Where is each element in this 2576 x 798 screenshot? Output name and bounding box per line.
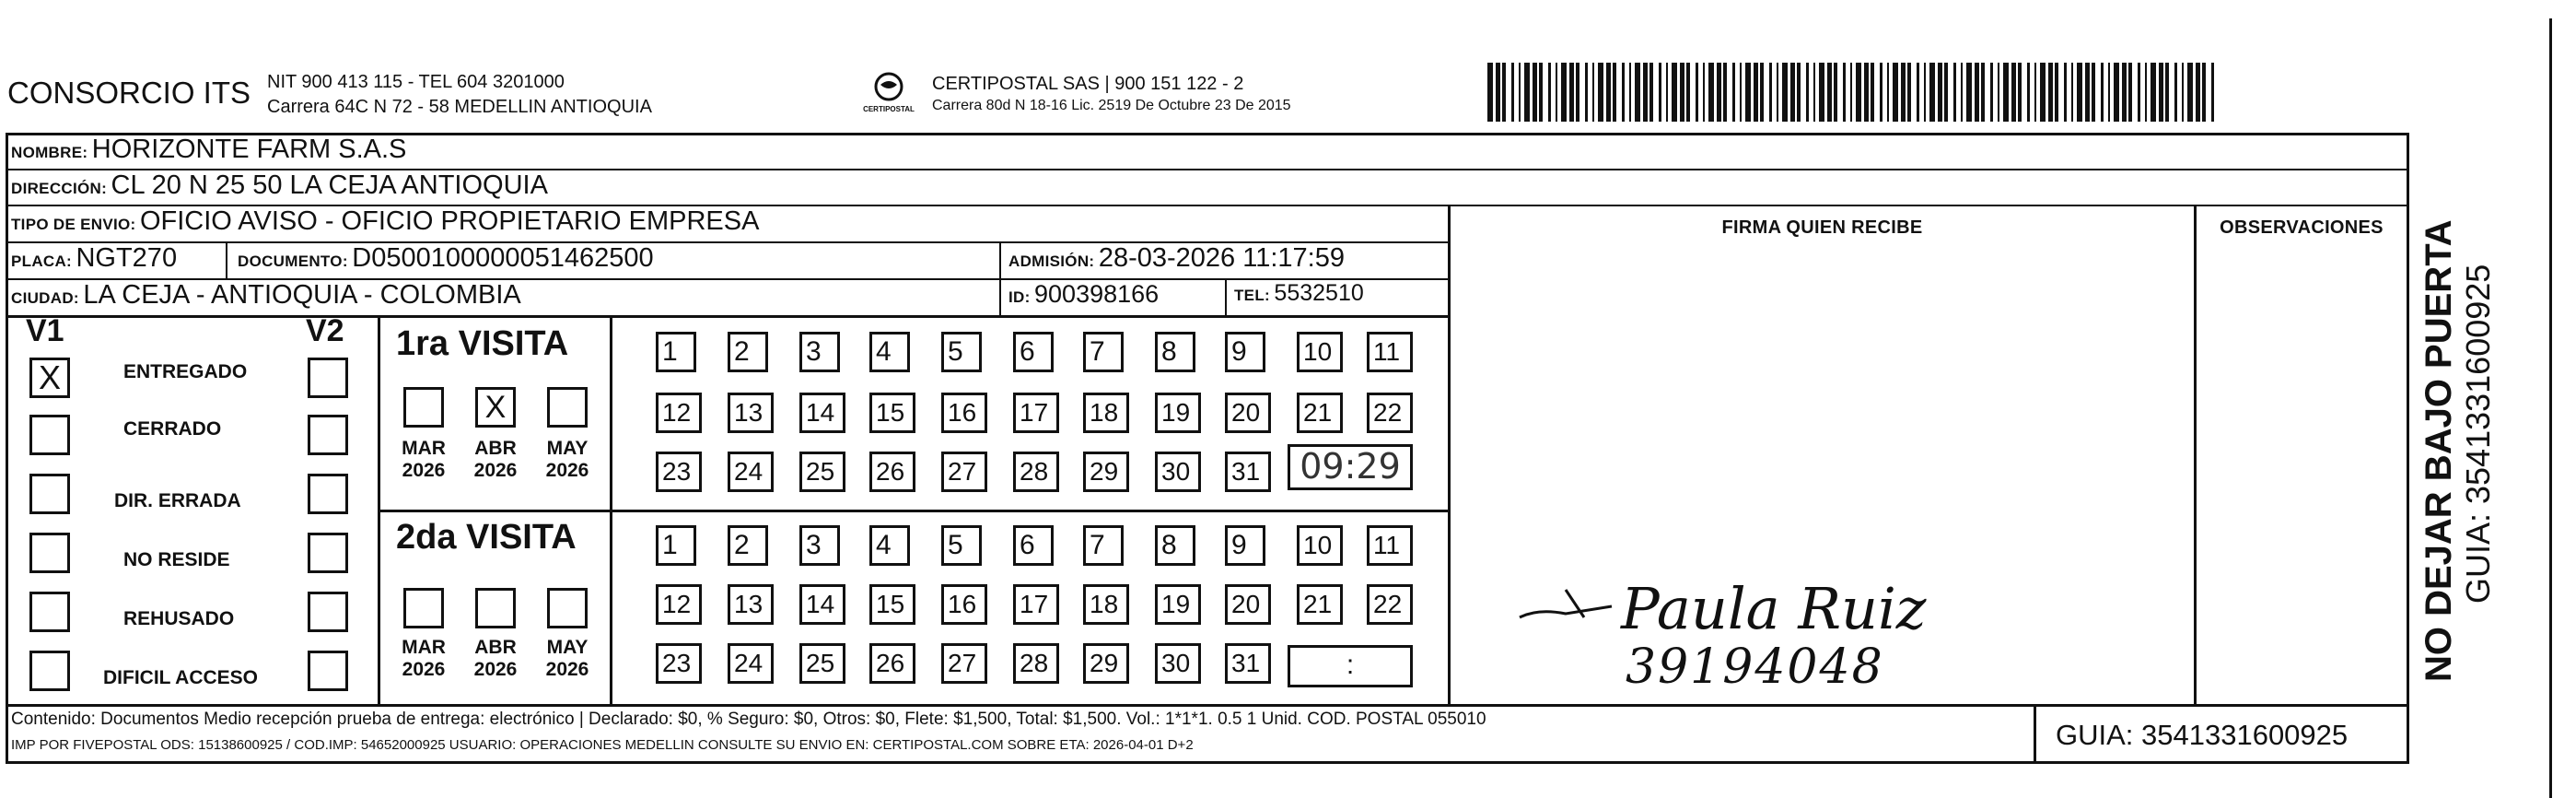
- month-label: MAR: [402, 637, 446, 658]
- day-box[interactable]: 19: [1155, 584, 1201, 625]
- day-box[interactable]: 15: [869, 584, 915, 625]
- barcode-bar: [2196, 63, 2200, 122]
- barcode-bar: [1917, 63, 1919, 122]
- tipo-envio-value: OFICIO AVISO - OFICIO PROPIETARIO EMPRESA: [139, 206, 760, 236]
- tipo-envio-row: [11, 206, 759, 237]
- day-box[interactable]: 27: [941, 452, 987, 492]
- day-box[interactable]: 6: [1013, 332, 1054, 372]
- barcode-bar: [2092, 63, 2095, 122]
- barcode-bar: [1592, 63, 1594, 122]
- status-label: DIR. ERRADA: [114, 490, 241, 511]
- v1-header: V1: [26, 313, 64, 348]
- barcode-bar: [1924, 63, 1926, 122]
- barcode-bar: [2187, 63, 2193, 122]
- v1-checkbox[interactable]: [29, 651, 70, 691]
- barcode-bar: [1561, 63, 1567, 122]
- barcode-bar: [1819, 63, 1824, 122]
- barcode-bar: [1496, 63, 1500, 122]
- barcode-bar: [1901, 63, 1906, 122]
- barcode-bar: [2027, 63, 2030, 122]
- day-box[interactable]: 31: [1225, 452, 1271, 492]
- day-box[interactable]: 4: [869, 332, 910, 372]
- footer-guia: GUIA: 3541331600925: [2056, 719, 2349, 751]
- barcode-bar: [2159, 63, 2163, 122]
- day-box[interactable]: 31: [1225, 643, 1271, 684]
- barcode-bar: [1686, 63, 1690, 122]
- year-label: 2026: [402, 460, 446, 481]
- month-label: MAR: [402, 438, 446, 459]
- admision-value: 28-03-2026 11:17:59: [1098, 243, 1345, 273]
- v1-checkbox[interactable]: [29, 533, 70, 573]
- barcode-bar: [1502, 63, 1506, 122]
- barcode-bar: [1487, 63, 1493, 122]
- side-guia: GUIA: 3541331600925: [2459, 264, 2497, 604]
- month-checkbox[interactable]: [547, 588, 588, 628]
- status-label: CERRADO: [123, 418, 222, 440]
- barcode-bar: [1539, 63, 1543, 122]
- barcode-bar: [1703, 63, 1705, 122]
- barcode-bar: [1834, 63, 1837, 122]
- day-box[interactable]: 3: [799, 332, 840, 372]
- barcode-bar: [2165, 63, 2169, 122]
- barcode-bar: [1533, 63, 1537, 122]
- second-visit-time: :: [1288, 645, 1413, 687]
- barcode-bar: [1893, 63, 1898, 122]
- barcode-bar: [1740, 63, 1742, 122]
- v2-checkbox[interactable]: [308, 358, 348, 398]
- barcode-bar: [1548, 63, 1551, 122]
- nit-line: NIT 900 413 115 - TEL 604 3201000: [267, 72, 565, 92]
- day-box[interactable]: 7: [1083, 525, 1124, 566]
- ciudad-label: CIUDAD:: [11, 289, 79, 307]
- barcode-bar: [1871, 63, 1874, 122]
- day-box[interactable]: 28: [1013, 643, 1059, 684]
- day-box[interactable]: 21: [1297, 393, 1343, 433]
- id-label: ID:: [1008, 288, 1031, 306]
- year-label: 2026: [402, 659, 446, 680]
- barcode-bar: [1769, 63, 1772, 122]
- barcode-bar: [1511, 63, 1514, 122]
- barcode-bar: [1760, 63, 1764, 122]
- barcode-bar: [1585, 63, 1588, 122]
- barcode-bar: [1981, 63, 1985, 122]
- nombre-label: NOMBRE:: [11, 144, 88, 161]
- barcode-bar: [1708, 63, 1714, 122]
- tipo-envio-label: TIPO DE ENVIO:: [11, 216, 136, 233]
- barcode-bar: [1696, 63, 1698, 122]
- barcode-bar: [2040, 63, 2046, 122]
- barcode-bar: [2138, 63, 2140, 122]
- id-value: 900398166: [1034, 280, 1160, 308]
- barcode-bar: [1797, 63, 1801, 122]
- day-box[interactable]: 1: [656, 332, 696, 372]
- barcode-bar: [1717, 63, 1721, 122]
- status-label: NO RESIDE: [123, 549, 230, 570]
- year-label: 2026: [473, 460, 518, 481]
- day-box[interactable]: 12: [656, 584, 702, 625]
- v1-checkbox[interactable]: [29, 592, 70, 632]
- barcode-bar: [2055, 63, 2058, 122]
- barcode-bar: [2048, 63, 2053, 122]
- year-label: 2026: [545, 460, 589, 481]
- v2-checkbox[interactable]: [308, 592, 348, 632]
- direccion-row: [11, 170, 548, 201]
- barcode-bar: [2122, 63, 2127, 122]
- day-box[interactable]: 10: [1297, 332, 1343, 372]
- placa-row: [11, 243, 177, 274]
- day-box[interactable]: 29: [1083, 643, 1129, 684]
- tel-label: TEL:: [1234, 287, 1270, 304]
- day-box[interactable]: 8: [1155, 332, 1195, 372]
- barcode-bar: [1622, 63, 1625, 122]
- day-box[interactable]: 25: [799, 452, 845, 492]
- barcode-bar: [2202, 63, 2206, 122]
- day-box[interactable]: 6: [1013, 525, 1054, 566]
- day-box[interactable]: 13: [728, 584, 774, 625]
- barcode-bar: [2114, 63, 2119, 122]
- day-box[interactable]: 30: [1155, 452, 1201, 492]
- barcode-bar: [1966, 63, 1972, 122]
- nombre-value: HORIZONTE FARM S.A.S: [91, 135, 407, 164]
- day-box[interactable]: 9: [1225, 525, 1265, 566]
- barcode-bar: [1672, 63, 1677, 122]
- direccion-label: DIRECCIÓN:: [11, 180, 108, 197]
- barcode-bar: [1907, 63, 1911, 122]
- month-label: ABR: [474, 438, 517, 459]
- day-box[interactable]: 18: [1083, 584, 1129, 625]
- certipostal-sub: Carrera 80d N 18-16 Lic. 2519 De Octubre 23 De 2015: [932, 98, 1291, 113]
- v2-checkbox[interactable]: [308, 533, 348, 573]
- direccion-value: CL 20 N 25 50 LA CEJA ANTIOQUIA: [111, 170, 548, 200]
- day-box[interactable]: 23: [656, 643, 702, 684]
- barcode-bar: [1880, 63, 1882, 122]
- barcode-bar: [1944, 63, 1948, 122]
- barcode-bar: [2151, 63, 2156, 122]
- day-box[interactable]: 1: [656, 525, 696, 566]
- first-visit-title: 1ra VISITA: [396, 324, 569, 363]
- day-box[interactable]: 22: [1367, 393, 1413, 433]
- barcode-bar: [2182, 63, 2184, 122]
- documento-row: [238, 243, 654, 274]
- company-name: CONSORCIO ITS: [7, 76, 251, 110]
- barcode-bar: [2101, 63, 2104, 122]
- day-box[interactable]: 28: [1013, 452, 1059, 492]
- status-label: REHUSADO: [123, 608, 235, 629]
- logo-text: CERTIPOSTAL: [863, 105, 915, 113]
- barcode-bar: [1598, 63, 1603, 122]
- day-box[interactable]: 5: [941, 332, 982, 372]
- barcode-bar: [1938, 63, 1942, 122]
- barcode-bar: [1732, 63, 1735, 122]
- barcode-bar: [1754, 63, 1758, 122]
- day-box[interactable]: 25: [799, 643, 845, 684]
- month-checkbox[interactable]: [403, 588, 444, 628]
- day-box[interactable]: 16: [941, 584, 987, 625]
- placa-label: PLACA:: [11, 252, 73, 270]
- v2-checkbox[interactable]: [308, 415, 348, 455]
- signature-name: Paula Ruiz: [1621, 575, 1927, 642]
- documento-value: D0500100000051462500: [352, 243, 654, 273]
- barcode-bar: [2064, 63, 2067, 122]
- barcode-bar: [2018, 63, 2022, 122]
- barcode-bar: [2211, 63, 2214, 122]
- v1-checkbox[interactable]: [29, 415, 70, 455]
- barcode-bar: [1864, 63, 1869, 122]
- status-label: ENTREGADO: [123, 361, 248, 382]
- year-label: 2026: [473, 659, 518, 680]
- day-box[interactable]: 7: [1083, 332, 1124, 372]
- barcode-bar: [2128, 63, 2132, 122]
- month-checkbox[interactable]: [547, 387, 588, 428]
- signature-scribble: [1510, 553, 1639, 636]
- day-box[interactable]: 2: [728, 332, 768, 372]
- barcode-bar: [1990, 63, 1993, 122]
- status-label: DIFICIL ACCESO: [103, 667, 259, 688]
- barcode-bar: [1975, 63, 1979, 122]
- barcode: [1487, 63, 2224, 122]
- ciudad-row: [11, 280, 521, 311]
- documento-label: DOCUMENTO:: [238, 252, 348, 270]
- month-label: ABR: [474, 637, 517, 658]
- placa-value: NGT270: [76, 243, 178, 273]
- admision-label: ADMISIÓN:: [1008, 252, 1095, 270]
- v2-header: V2: [306, 313, 344, 348]
- barcode-bar: [1843, 63, 1846, 122]
- id-row: [1008, 280, 1159, 309]
- month-checkbox[interactable]: X: [475, 387, 516, 428]
- day-box[interactable]: 3: [799, 525, 840, 566]
- month-label: MAY: [546, 637, 589, 658]
- barcode-bar: [1790, 63, 1795, 122]
- day-box[interactable]: 4: [869, 525, 910, 566]
- address-line: Carrera 64C N 72 - 58 MEDELLIN ANTIOQUIA: [267, 97, 652, 117]
- day-box[interactable]: 14: [799, 393, 845, 433]
- barcode-bar: [1569, 63, 1574, 122]
- day-box[interactable]: 17: [1013, 393, 1059, 433]
- barcode-bar: [1850, 63, 1852, 122]
- barcode-bar: [2003, 63, 2009, 122]
- barcode-bar: [1723, 63, 1727, 122]
- tel-value: 5532510: [1274, 280, 1364, 306]
- day-box[interactable]: 19: [1155, 393, 1201, 433]
- second-visit-title: 2da VISITA: [396, 518, 577, 557]
- month-checkbox[interactable]: [403, 387, 444, 428]
- barcode-bar: [1524, 63, 1530, 122]
- day-box[interactable]: 14: [799, 584, 845, 625]
- barcode-bar: [1953, 63, 1956, 122]
- day-box[interactable]: 17: [1013, 584, 1059, 625]
- day-box[interactable]: 26: [869, 643, 915, 684]
- day-box[interactable]: 9: [1225, 332, 1265, 372]
- first-visit-time: 09:29: [1288, 444, 1413, 490]
- barcode-bar: [1827, 63, 1832, 122]
- barcode-bar: [1629, 63, 1631, 122]
- v2-checkbox[interactable]: [308, 474, 348, 514]
- barcode-bar: [1887, 63, 1889, 122]
- day-box[interactable]: 2: [728, 525, 768, 566]
- day-box[interactable]: 24: [728, 452, 774, 492]
- barcode-bar: [1576, 63, 1579, 122]
- barcode-bar: [1856, 63, 1861, 122]
- v2-checkbox[interactable]: [308, 651, 348, 691]
- no-dejar-bajo-puerta: NO DEJAR BAJO PUERTA: [2419, 219, 2459, 682]
- day-box[interactable]: 27: [941, 643, 987, 684]
- v1-checkbox[interactable]: [29, 474, 70, 514]
- day-box[interactable]: 10: [1297, 525, 1343, 566]
- barcode-bar: [1680, 63, 1684, 122]
- tel-row: [1234, 280, 1364, 307]
- barcode-bar: [1556, 63, 1557, 122]
- barcode-bar: [1613, 63, 1616, 122]
- barcode-bar: [1929, 63, 1935, 122]
- admision-row: [1008, 243, 1345, 274]
- day-box[interactable]: 29: [1083, 452, 1129, 492]
- barcode-bar: [1659, 63, 1661, 122]
- v1-checkbox[interactable]: X: [29, 358, 70, 398]
- barcode-bar: [1961, 63, 1963, 122]
- day-box[interactable]: 23: [656, 452, 702, 492]
- footer-contenido: Contenido: Documentos Medio recepción prueba de entrega: electrónico | Declarado: $0, % Seguro: $0, Otros: $0, Flete: $1,500, Total: $1,500. Vol.: 1*1*1. 0.5 1 Unid. COD. POSTAL 055010: [11, 710, 1486, 729]
- barcode-bar: [1606, 63, 1611, 122]
- barcode-bar: [2085, 63, 2090, 122]
- ciudad-value: LA CEJA - ANTIOQUIA - COLOMBIA: [83, 280, 521, 310]
- day-box[interactable]: 24: [728, 643, 774, 684]
- day-box[interactable]: 11: [1367, 525, 1413, 566]
- footer-imp: IMP POR FIVEPOSTAL ODS: 15138600925 / COD.IMP: 54652000925 USUARIO: OPERACIONES MEDELLIN CONSULTE SU ENVIO EN: CERTIPOSTAL.COM SOBRE ETA: 2026-04-01 D+2: [11, 737, 1194, 753]
- barcode-bar: [1806, 63, 1809, 122]
- barcode-bar: [2108, 63, 2110, 122]
- barcode-bar: [1745, 63, 1751, 122]
- barcode-bar: [1813, 63, 1815, 122]
- barcode-bar: [2034, 63, 2036, 122]
- day-box[interactable]: 15: [869, 393, 915, 433]
- day-box[interactable]: 16: [941, 393, 987, 433]
- observaciones-header: OBSERVACIONES: [2220, 217, 2384, 238]
- barcode-bar: [1649, 63, 1653, 122]
- day-box[interactable]: 21: [1297, 584, 1343, 625]
- barcode-bar: [2174, 63, 2177, 122]
- month-checkbox[interactable]: [475, 588, 516, 628]
- month-label: MAY: [546, 438, 589, 459]
- barcode-bar: [2071, 63, 2073, 122]
- nombre-row: [11, 135, 406, 165]
- signature-number: 39194048: [1626, 640, 1884, 695]
- day-box[interactable]: 20: [1225, 393, 1271, 433]
- barcode-bar: [1643, 63, 1648, 122]
- year-label: 2026: [545, 659, 589, 680]
- barcode-bar: [1998, 63, 1999, 122]
- barcode-bar: [1635, 63, 1640, 122]
- day-box[interactable]: 30: [1155, 643, 1201, 684]
- day-box[interactable]: 18: [1083, 393, 1129, 433]
- barcode-bar: [2145, 63, 2147, 122]
- barcode-bar: [2077, 63, 2082, 122]
- certipostal-line: CERTIPOSTAL SAS | 900 151 122 - 2: [932, 74, 1244, 94]
- barcode-bar: [1777, 63, 1778, 122]
- barcode-bar: [1666, 63, 1668, 122]
- day-box[interactable]: 5: [941, 525, 982, 566]
- day-box[interactable]: 26: [869, 452, 915, 492]
- day-box[interactable]: 8: [1155, 525, 1195, 566]
- firma-header: FIRMA QUIEN RECIBE: [1721, 217, 1923, 238]
- certipostal-logo: [857, 68, 921, 118]
- day-box[interactable]: 12: [656, 393, 702, 433]
- day-box[interactable]: 11: [1367, 332, 1413, 372]
- day-box[interactable]: 22: [1367, 584, 1413, 625]
- day-box[interactable]: 13: [728, 393, 774, 433]
- barcode-bar: [1519, 63, 1521, 122]
- barcode-bar: [2011, 63, 2016, 122]
- barcode-bar: [1782, 63, 1788, 122]
- day-box[interactable]: 20: [1225, 584, 1271, 625]
